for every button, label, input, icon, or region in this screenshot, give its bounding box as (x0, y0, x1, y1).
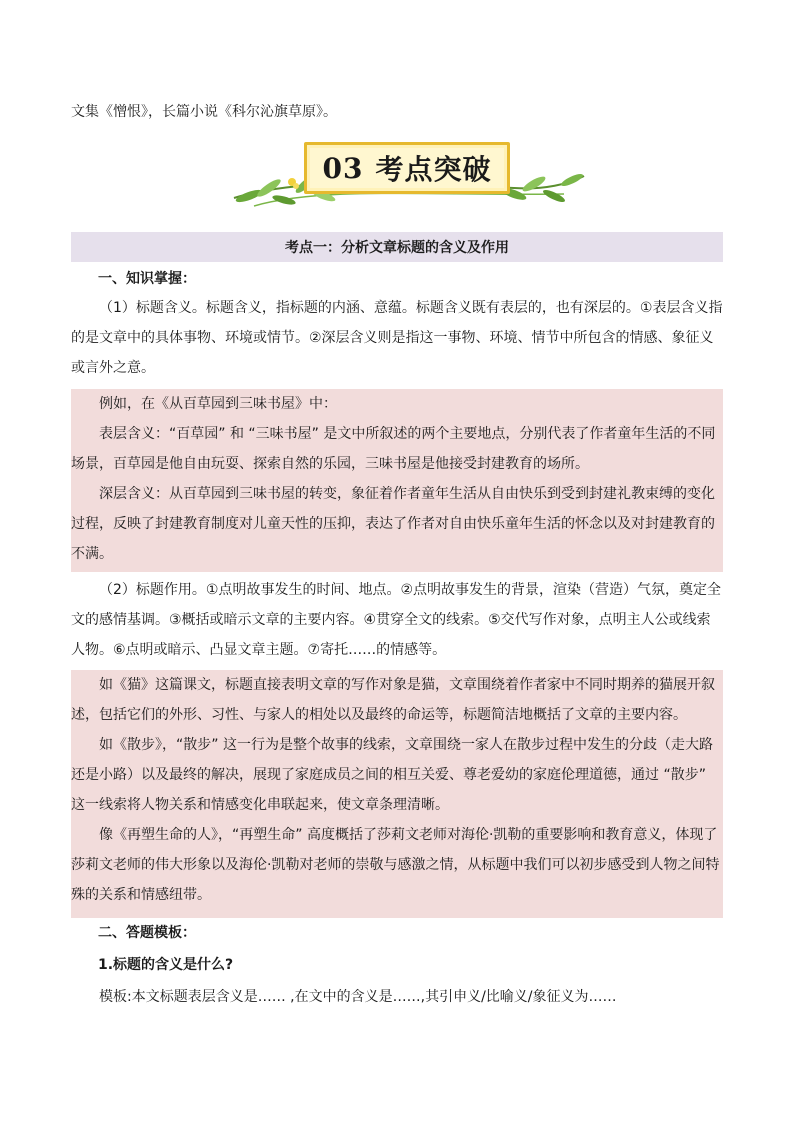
paragraph-text: （1）标题含义。标题含义，指标题的内涵、意蕴。标题含义既有表层的，也有深层的。①表层含义指的是文章中的具体事物、环境或情节。②深层含义则是指这一事物、环境、情节中所包含的情感、象征义或言外之意。 (71, 300, 723, 376)
banner-box (304, 142, 510, 194)
example-surface-meaning: 表层含义：“百草园” 和 “三味书屋” 是文中所叙述的两个主要地点，分别代表了作者童年生活的不同场景，百草园是他自由玩耍、探索自然的乐园，三味书屋是他接受封建教育的场所。 (71, 426, 716, 472)
knowledge-heading: 一、知识掌握： (98, 271, 196, 287)
banner-number: 03 (322, 151, 364, 185)
question-1: 1.标题的含义是什么? (98, 957, 234, 973)
banner-title (307, 145, 507, 191)
template-text: 模板:本文标题表层含义是…… ,在文中的含义是……,其引申义/比喻义/象征义为…… (99, 989, 617, 1005)
title-meaning-paragraph (71, 293, 723, 383)
template-heading: 二、答题模板： (98, 925, 196, 941)
example-cat: 如《猫》这篇课文，标题直接表明文章的写作对象是猫，文章围绕着作者家中不同时期养的猫展开叙述，包括它们的外形、习性、与家人的相处以及最终的命运等，标题简洁地概括了文章的主要内容。 (71, 677, 715, 723)
example-block-1 (71, 389, 723, 572)
example-walk: 如《散步》，“散步” 这一行为是整个故事的线索，文章围绕一家人在散步过程中发生的分歧（走大路还是小路）以及最终的解决，展现了家庭成员之间的相互关爱、尊老爱幼的家庭伦理道德，通过 “散步” 这一线索将人物关系和情感变化串联起来，使文章条理清晰。 (71, 737, 713, 813)
example-reborn: 像《再塑生命的人》，“再塑生命” 高度概括了莎莉文老师对海伦·凯勒的重要影响和教育意义，体现了莎莉文老师的伟大形象以及海伦·凯勒对老师的崇敬与感激之情，从标题中我们可以初步感受到人物之间特殊的关系和情感纽带。 (71, 827, 720, 903)
section-banner (214, 136, 594, 216)
title-function-paragraph (71, 575, 723, 665)
section-title: 考点一：分析文章标题的含义及作用 (285, 240, 509, 256)
section-title-bar (71, 232, 723, 262)
paragraph-text: （2）标题作用。①点明故事发生的时间、地点。②点明故事发生的背景，渲染（营造）气氛，奠定全文的感情基调。③概括或暗示文章的主要内容。④贯穿全文的线索。⑤交代写作对象，点明主人公或线索人物。⑥点明或暗示、凸显文章主题。⑦寄托……的情感等。 (71, 582, 722, 658)
example-intro: 例如，在《从百草园到三味书屋》中： (99, 396, 337, 412)
intro-line: 文集《憎恨》，长篇小说《科尔沁旗草原》。 (71, 104, 337, 120)
answer-template (71, 982, 723, 1012)
example-deep-meaning: 深层含义：从百草园到三味书屋的转变，象征着作者童年生活从自由快乐到受到封建礼教束缚的变化过程，反映了封建教育制度对儿童天性的压抑，表达了作者对自由快乐童年生活的怀念以及对封建教育的不满。 (71, 486, 715, 562)
example-block-2 (71, 670, 723, 918)
banner-label: 考点突破 (375, 153, 492, 186)
